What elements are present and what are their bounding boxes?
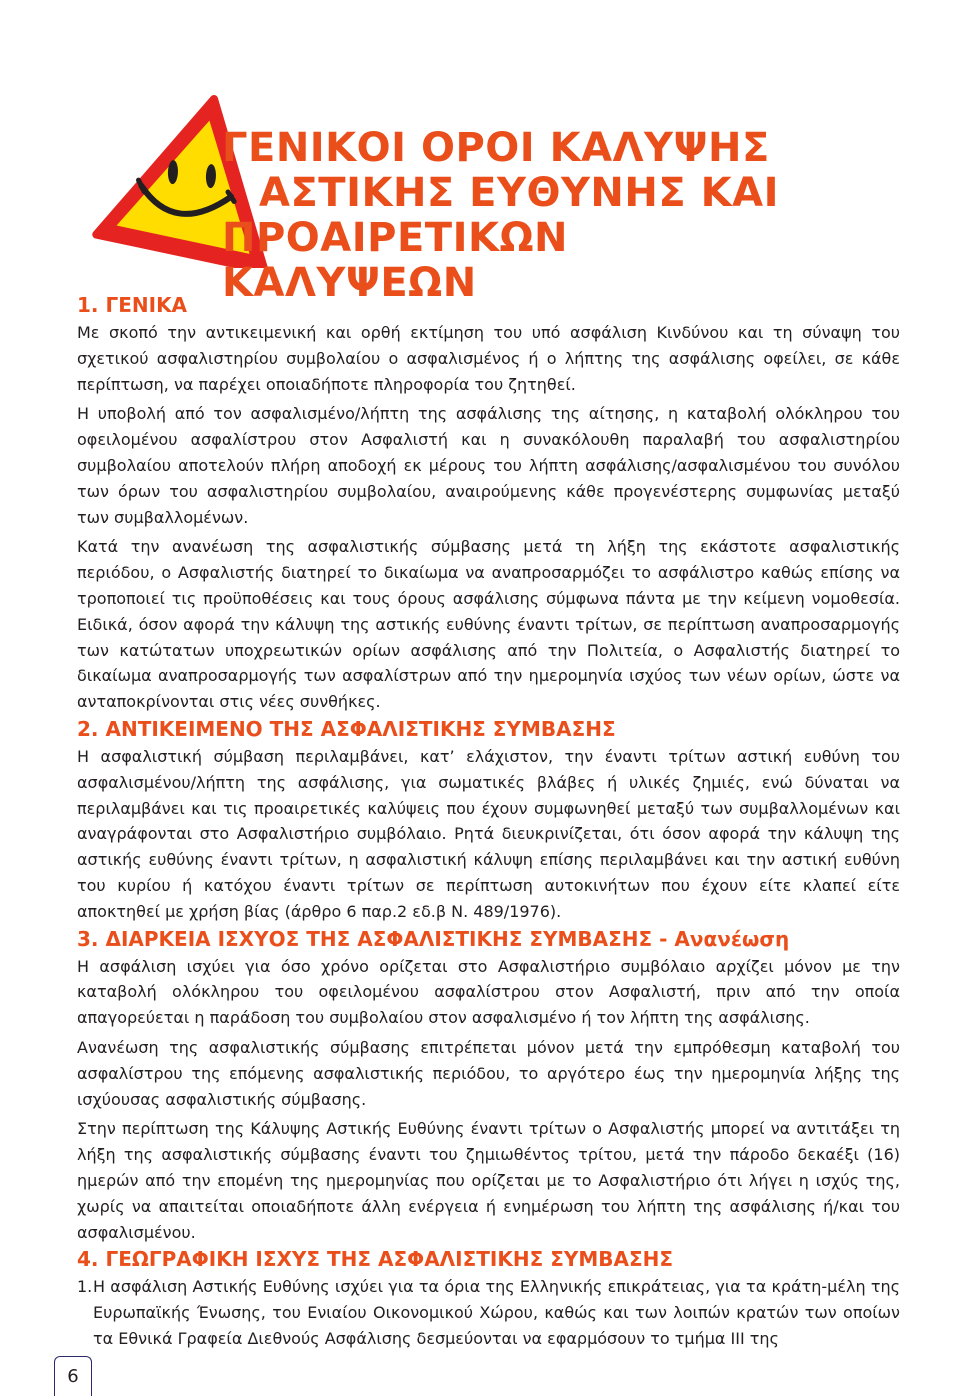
document-title bbox=[222, 126, 822, 306]
section-heading-duration: 3. ΔΙΑΡΚΕΙΑ ΙΣΧΥΟΣ ΤΗΣ ΑΣΦΑΛΙΣΤΙΚΗΣ ΣΥΜΒΑΣΗΣ - Ανανέωση bbox=[77, 926, 790, 951]
paragraph: Ανανέωση της ασφαλιστικής σύμβασης επιτρέπεται μόνον μετά την εμπρόθεσμη καταβολή του ασφαλίστρου της επόμενης ασφαλιστικής περιόδου, το αργότερο έως την ημερομηνία λήξης της ισχύουσας ασφαλιστικής σύμβασης. bbox=[77, 1037, 900, 1109]
paragraph: Η υποβολή από τον ασφαλισμένο/λήπτη της ασφάλισης της αίτησης, η καταβολή ολόκληρου του οφειλομένου ασφαλίστρου στον Ασφαλιστή και η συνακόλουθη παραλαβή του ασφαλιστηρίου συμβολαίου αποτελούν πλήρη αποδοχή εκ μέρους του λήπτη ασφάλισης/ασφαλισμένου του συνόλου των όρων του ασφαλιστηρίου συμβολαίου, αναιρούμενης κάθε προγενέστερης συμφωνίας μεταξύ των συμβαλλομένων. bbox=[77, 404, 900, 527]
paragraph: Η ασφάλιση ισχύει για όσο χρόνο ορίζεται στο Ασφαλιστήριο συμβόλαιο αρχίζει μόνον με την καταβολή ολόκληρου του οφειλομένου ασφαλίστρου στον Ασφαλιστή, πριν από την οποία απαγορεύεται η παράδοση του συμβολαίου στον ασφαλισμένο ή τον λήπτη της ασφάλισης. bbox=[77, 956, 900, 1028]
section-heading-general: 1. ΓΕΝΙΚΑ bbox=[77, 293, 188, 317]
paragraph: Η ασφαλιστική σύμβαση περιλαμβάνει, κατ’ ελάχιστον, την έναντι τρίτων αστική ευθύνη του ασφαλισμένου/λήπτη της ασφάλισης, για σωματικές βλάβες ή υλικές ζημιές, ενώ δύναται να περιλαμβάνει και τις προαιρετικές καλύψεις που έχουν συμφωνηθεί μεταξύ των συμβαλλομένων και αναγράφονται στο Ασφαλιστήριο συμβόλαιο. Ρητά διευκρινίζεται, ότι όσον αφορά την κάλυψη της αστικής ευθύνης έναντι τρίτων, η ασφαλιστική κάλυψη επίσης περιλαμβάνει και την αστική ευθύνη του κυρίου ή κατόχου έναντι τρίτων σε περίπτωση αυτοκινήτων που έχουν είτε κλαπεί είτε αποκτηθεί με χρήση βίας (άρθρο 6 παρ.2 εδ.β Ν. 489/1976). bbox=[77, 746, 900, 921]
list-item-text: Η ασφάλιση Αστικής Ευθύνης ισχύει για τα όρια της Ελληνικής επικράτειας, για τα κράτη-μέλη της Ευρωπαϊκής Ένωσης, του Ενιαίου Οικονομικού Χώρου, καθώς και των λοιπών κρατών των οποίων τα Εθνικά Γραφεία Διεθνούς Ασφάλισης δεσμεύονται να εφαρμόσουν το τμήμα ΙΙΙ της bbox=[93, 1277, 900, 1348]
list-item-number: 1. bbox=[77, 1277, 93, 1297]
title-line-1: ΓΕΝΙΚΟΙ ΟΡΟΙ ΚΑΛΥΨΗΣ bbox=[222, 125, 770, 171]
section-heading-geographic: 4. ΓΕΩΓΡΑΦΙΚΗ ΙΣΧΥΣ ΤΗΣ ΑΣΦΑΛΙΣΤΙΚΗΣ ΣΥΜΒΑΣΗΣ bbox=[77, 1247, 674, 1272]
document-body bbox=[77, 291, 900, 1352]
page-number: 6 bbox=[54, 1356, 92, 1396]
paragraph: Στην περίπτωση της Κάλυψης Αστικής Ευθύνης έναντι τρίτων ο Ασφαλιστής μπορεί να αντιτάξει τη λήξη της ασφαλιστικής σύμβασης έναντι του ζημιωθέντος τρίτου, μετά την πάροδο δεκαέξι (16) ημερών από την επομένη της ημερομηνίας που ορίζεται με το Ασφαλιστήριο ότι λήγει η ισχύς της, χωρίς να απαιτείται οποιαδήποτε άλλη ενέργεια ή ενημέρωση του λήπτη της ασφάλισης ή/και του ασφαλισμένου. bbox=[77, 1119, 900, 1242]
paragraph: Με σκοπό την αντικειμενική και ορθή εκτίμηση του υπό ασφάλιση Κινδύνου και τη σύναψη του σχετικού ασφαλιστηρίου συμβολαίου ο ασφαλισμένος ή ο λήπτης της ασφάλισης οφείλει, σε κάθε περίπτωση, να παρέχει οποιαδήποτε πληροφορία του ζητηθεί. bbox=[77, 323, 900, 394]
title-line-2: ΑΣΤΙΚΗΣ ΕΥΘΥΝΗΣ ΚΑΙ bbox=[259, 170, 779, 216]
section-heading-subject: 2. ΑΝΤΙΚΕΙΜΕΝΟ ΤΗΣ ΑΣΦΑΛΙΣΤΙΚΗΣ ΣΥΜΒΑΣΗΣ bbox=[77, 716, 616, 741]
list-item bbox=[77, 1274, 900, 1351]
title-line-3: ΠΡΟΑΙΡΕΤΙΚΩΝ ΚΑΛΥΨΕΩΝ bbox=[222, 215, 568, 306]
paragraph: Κατά την ανανέωση της ασφαλιστικής σύμβασης μετά τη λήξη της εκάστοτε ασφαλιστικής περιόδου, ο Ασφαλιστής διατηρεί το δικαίωμα να αναπροσαρμόζει το ασφάλιστρο καθώς επίσης να τροποποιεί τις προϋποθέσεις και τους όρους ασφάλισης σύμφωνα πάντα με την κείμενη νομοθεσία. Ειδικά, όσον αφορά την κάλυψη της αστικής ευθύνης έναντι τρίτων, σε περίπτωση αναπροσαρμογής των κατώτατων υποχρεωτικών ορίων ασφάλισης από την Πολιτεία, ο Ασφαλιστής διατηρεί το δικαίωμα αναπροσαρμογής των ασφαλίστρων από την ημερομηνία ισχύος των νέων ορίων, ώστε να ανταποκρίνονται στις νέες συνθήκες. bbox=[77, 537, 900, 712]
